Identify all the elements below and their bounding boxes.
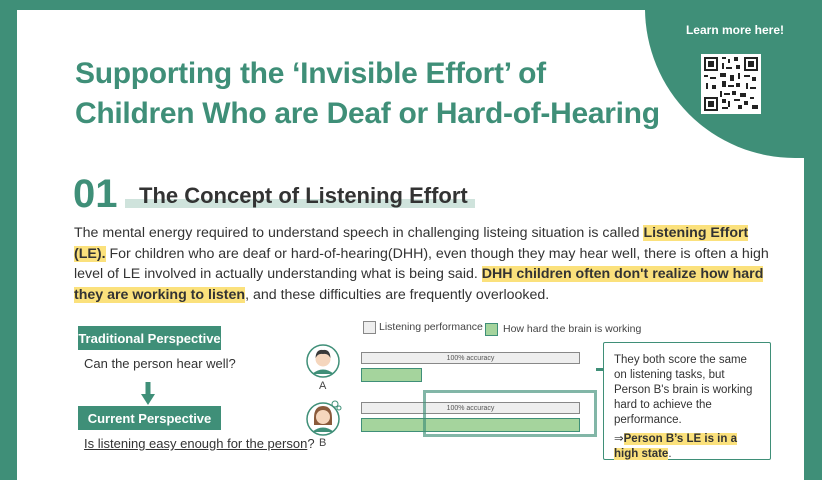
paragraph-text-3: , and these difficulties are frequently overlooked. (245, 286, 550, 303)
learn-more-label: Learn more here! (685, 23, 785, 37)
intro-paragraph (74, 223, 774, 305)
current-question (84, 436, 315, 451)
legend-label-performance: Listening performance (379, 321, 483, 333)
title-line-2: Children Who are Deaf or Hard-of-Hearing (75, 97, 660, 130)
down-arrow-icon (141, 382, 155, 406)
legend-label-brain: How hard the brain is working (503, 323, 642, 335)
conclusion-text: Person B’s LE is in a high state (614, 433, 737, 460)
title-line-1: Supporting the ‘Invisible Effort’ of (75, 57, 546, 90)
traditional-question: Can the person hear well? (84, 356, 236, 371)
page-title (75, 54, 660, 134)
paragraph-text-2: For children who are deaf or hard-of-hearing(DHH), even though they may hear well, there is often a high level of LE involved in actually understanding what is being said. (74, 245, 769, 282)
person-a-label: A (319, 380, 327, 392)
person-a-icon (306, 344, 340, 378)
section-number: 01 (73, 172, 118, 216)
person-b-label: B (319, 437, 327, 449)
comparison-highlight-frame (423, 390, 597, 437)
performance-bar-a: 100% accuracy (361, 352, 580, 364)
brain-effort-bar-a (361, 368, 422, 382)
current-question-text: Is listening easy enough for the person (84, 436, 308, 451)
current-perspective-pill: Current Perspective (78, 406, 221, 430)
note-text: They both score the same on listening tasks, but Person B's brain is working hard to achieve the performance. (614, 354, 753, 426)
conclusion-period: . (668, 448, 672, 460)
section-title: The Concept of Listening Effort (139, 183, 468, 208)
traditional-perspective-pill: Traditional Perspective (78, 326, 221, 350)
qr-code-icon[interactable] (701, 54, 761, 114)
highlight-listening-effort: Listening Effort (LE). (74, 225, 749, 262)
performance-bar-b: 100% accuracy (361, 402, 580, 414)
person-b-icon (305, 398, 343, 436)
legend-swatch-brain (485, 323, 498, 336)
legend-swatch-performance (363, 321, 376, 334)
conclusion-arrow: ⇒ (614, 433, 624, 445)
poster-sheet (17, 10, 804, 480)
current-question-mark: ? (307, 436, 315, 451)
paragraph-text-1: The mental energy required to understand speech in challenging listeing situation is called (74, 225, 644, 241)
highlight-dhh-children: DHH children often don't realize how hard they are working to listen (74, 266, 764, 303)
explanation-note (603, 342, 771, 460)
note-conclusion (614, 432, 762, 462)
